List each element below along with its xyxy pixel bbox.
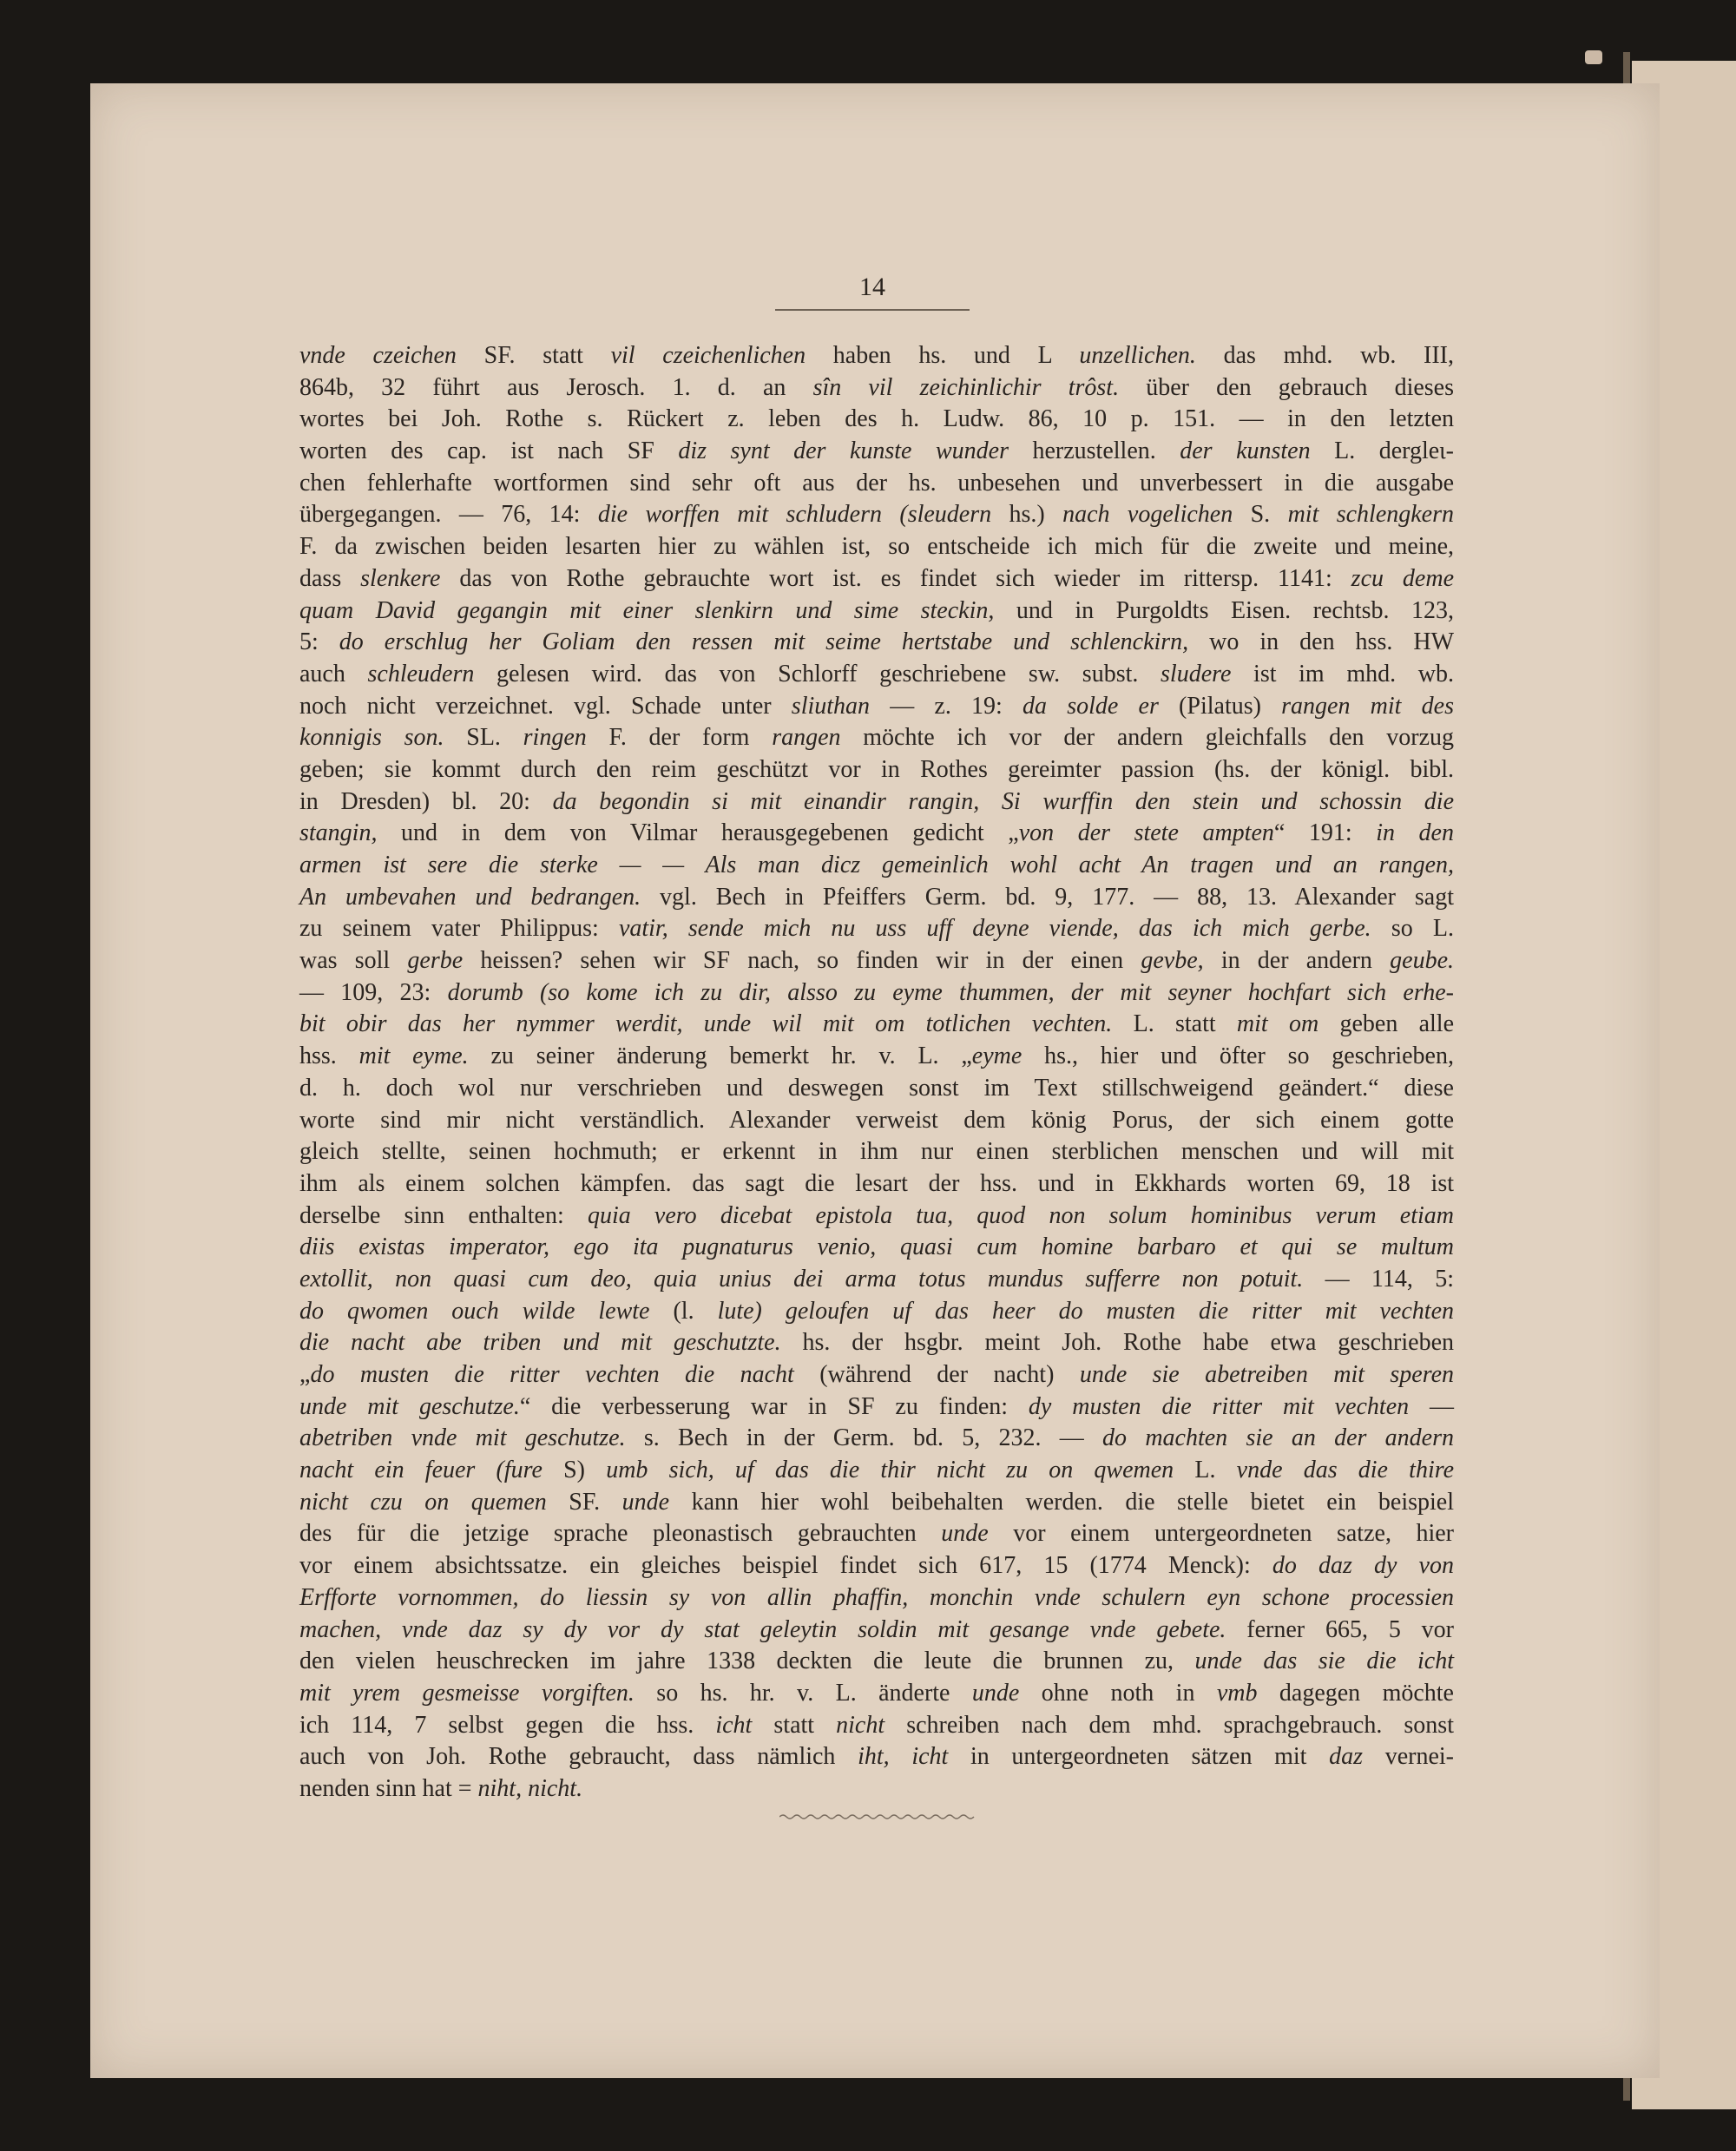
text-segment: SF. statt xyxy=(456,342,611,369)
text-segment: L. dergleι- xyxy=(1310,437,1455,465)
text-segment: — z. 19: xyxy=(870,692,1023,720)
page-number-rule xyxy=(775,309,970,311)
text-segment: worten des cap. ist nach SF xyxy=(299,437,679,465)
italic-segment: vnde czeichen xyxy=(299,342,457,369)
italic-segment: abetriben vnde mit geschutze. xyxy=(299,1424,626,1452)
text-segment: heissen? sehen wir SF nach, so finden wir in der einen xyxy=(463,947,1141,975)
text-segment: S) xyxy=(542,1457,607,1484)
text-segment: hs.) xyxy=(991,501,1063,529)
text-line xyxy=(299,1232,1454,1264)
text-segment: dass xyxy=(299,564,361,592)
italic-segment: nicht xyxy=(836,1711,885,1739)
text-line xyxy=(299,1710,1454,1742)
italic-segment: unde xyxy=(971,1679,1020,1707)
text-segment xyxy=(762,1298,786,1325)
text-segment: d. h. doch wol nur verschrieben und deswegen sonst im Text stillschweigend geändert.“ diese xyxy=(299,1074,1454,1102)
italic-segment: nach vogelichen xyxy=(1062,501,1233,529)
italic-segment: mit schlengkern xyxy=(1287,501,1455,529)
italic-segment: dy musten die ritter mit vechten xyxy=(1028,1392,1410,1420)
text-line xyxy=(299,1550,1454,1582)
text-segment: derselbe sinn enthalten: xyxy=(299,1201,588,1229)
text-line xyxy=(299,1296,1454,1328)
italic-segment: lute) xyxy=(717,1297,762,1325)
italic-segment: sîn vil zeichinlichir trôst. xyxy=(812,373,1120,401)
text-segment: vernei- xyxy=(1363,1743,1454,1771)
text-segment: ich 114, 7 selbst gegen die hss. xyxy=(299,1711,716,1739)
text-segment: dagegen möchte xyxy=(1257,1679,1454,1707)
italic-segment: vatir, sende mich nu uss uff deyne viende, das ich mich gerbe. xyxy=(618,915,1371,943)
text-line xyxy=(299,1423,1454,1455)
text-segment: worte sind mir nicht verständlich. Alexander verweist dem könig Porus, der sich einem gotte xyxy=(299,1106,1454,1134)
page-number: 14 xyxy=(859,273,885,301)
text-segment: den vielen heuschrecken im jahre 1338 deckten die leute die brunnen zu, xyxy=(299,1648,1195,1675)
text-segment: geben; sie kommt durch den reim geschützt vor in Rothes gereimter passion (hs. der königl. bibl. xyxy=(299,755,1454,783)
text-line xyxy=(299,691,1454,723)
text-segment: F. da zwischen beiden lesarten hier zu wählen ist, so entscheide ich mich für die zweite und meine, xyxy=(299,533,1454,561)
italic-segment: rangen xyxy=(772,724,841,752)
text-line xyxy=(299,1455,1454,1487)
text-segment: ist im mhd. wb. xyxy=(1231,660,1454,687)
text-segment: zu seinem vater Philippus: xyxy=(299,915,619,943)
italic-segment: dorumb (so kome ich zu dir, alsso zu eyme thummen, der mit seyner hochfart sich erhe- xyxy=(447,978,1454,1006)
text-segment: auch von Joh. Rothe gebraucht, dass nämlich xyxy=(299,1743,858,1771)
text-segment: F. der form xyxy=(586,724,773,752)
text-line xyxy=(299,786,1454,819)
italic-segment: mit eyme. xyxy=(358,1043,469,1070)
text-line xyxy=(299,1168,1454,1200)
italic-segment: mit om xyxy=(1236,1010,1319,1038)
italic-segment: da solde er xyxy=(1023,692,1159,720)
text-line xyxy=(299,1327,1454,1359)
text-line xyxy=(299,436,1454,468)
italic-segment: unde mit geschutze. xyxy=(299,1392,520,1420)
italic-segment: bit obir das her nymmer werdit, unde wil mit om totlichen vechten. xyxy=(299,1010,1113,1038)
text-line xyxy=(299,659,1454,691)
text-segment: hs., hier und öfter so geschrieben, xyxy=(1022,1043,1454,1070)
text-line xyxy=(299,372,1454,405)
end-ornament xyxy=(779,1812,976,1821)
text-segment: über den gebrauch dieses xyxy=(1119,373,1454,401)
text-line xyxy=(299,1359,1454,1391)
text-segment: herzustellen. xyxy=(1008,437,1180,465)
text-segment: chen fehlerhafte wortformen sind sehr oft aus der hs. unbesehen und unverbessert in die ausgabe xyxy=(299,469,1454,497)
text-line xyxy=(299,1391,1454,1424)
italic-segment: geube. xyxy=(1390,947,1454,975)
text-line xyxy=(299,913,1454,945)
italic-segment: gerbe xyxy=(407,947,464,975)
text-segment: des für die jetzige sprache pleonastisch gebrauchten xyxy=(299,1520,942,1548)
text-segment: in untergeordneten sätzen mit xyxy=(948,1743,1330,1771)
text-segment: das mhd. wb. III, xyxy=(1195,342,1454,369)
italic-segment: die nacht abe triben und mit geschutzte. xyxy=(299,1329,781,1357)
italic-segment: do erschlug her Goliam den ressen mit seime hertstabe und schlenckirn, xyxy=(339,628,1189,656)
text-segment: — xyxy=(1409,1392,1455,1420)
italic-segment: quam David gegangin mit einer slenkirn und sime steckin, xyxy=(299,596,995,624)
text-segment: “ 191: xyxy=(1273,819,1377,847)
italic-segment: mit yrem gesmeisse vorgiften. xyxy=(299,1679,635,1707)
text-segment: zu seiner änderung bemerkt hr. v. L. „ xyxy=(468,1043,972,1070)
italic-segment: umb sich, uf das die thir nicht zu on qwemen xyxy=(606,1457,1174,1484)
italic-segment: armen ist sere die sterke — — Als man dicz gemeinlich wohl acht An tragen und an rangen, xyxy=(299,852,1454,878)
italic-segment: diz synt der kunste wunder xyxy=(678,437,1009,465)
italic-segment: nacht ein feuer (fure xyxy=(299,1457,542,1484)
text-line xyxy=(299,1646,1454,1678)
text-segment: und in dem von Vilmar herausgegebenen gedicht „ xyxy=(377,819,1019,847)
italic-segment: do machten sie an der andern xyxy=(1102,1424,1455,1452)
text-segment: das von Rothe gebrauchte wort ist. es findet sich wieder im rittersp. 1141: xyxy=(440,564,1351,592)
text-line xyxy=(299,1136,1454,1168)
italic-segment: An umbevahen und bedrangen. xyxy=(299,883,641,911)
text-line xyxy=(299,1487,1454,1519)
italic-segment: do musten die ritter vechten die nacht xyxy=(310,1361,794,1388)
italic-segment: geloufen uf das heer do musten die ritter mit vechten xyxy=(785,1297,1454,1325)
text-segment: wortes bei Joh. Rothe s. Rückert z. leben des h. Ludw. 86, 10 p. 151. — in den letzten xyxy=(299,405,1454,433)
italic-segment: unde xyxy=(621,1488,670,1516)
italic-segment: in den xyxy=(1376,819,1454,847)
text-segment: s. Bech in der Germ. bd. 5, 232. — xyxy=(625,1424,1103,1452)
italic-segment: slenkere xyxy=(360,564,441,592)
text-segment: nenden sinn hat = xyxy=(299,1774,478,1802)
italic-segment: Erfforte vornommen, do liessin sy von allin phaffin, monchin vnde schulern eyn schone processien xyxy=(299,1583,1454,1611)
italic-segment: do qwomen ouch wilde lewte xyxy=(299,1297,650,1325)
text-line xyxy=(299,340,1454,372)
text-line xyxy=(299,1773,1454,1806)
text-segment: geben alle xyxy=(1318,1010,1455,1038)
italic-segment: daz xyxy=(1329,1743,1364,1771)
italic-segment: schleudern xyxy=(367,660,475,687)
text-segment: vgl. Bech in Pfeiffers Germ. bd. 9, 177. — 88, 13. Alexander sagt xyxy=(641,883,1454,911)
text-segment: hss. xyxy=(299,1043,359,1070)
text-segment: SL. xyxy=(444,724,523,752)
italic-segment: ringen xyxy=(523,724,587,752)
text-segment: (während der nacht) xyxy=(793,1361,1080,1388)
text-segment: wo in den hss. HW xyxy=(1188,628,1454,656)
text-segment: vor einem absichtssatze. ein gleiches beispiel findet sich 617, 15 (1774 Menck): xyxy=(299,1552,1272,1580)
text-line xyxy=(299,563,1454,595)
italic-segment: zcu deme xyxy=(1351,564,1454,592)
text-segment: auch xyxy=(299,660,368,687)
text-line xyxy=(299,977,1454,1010)
italic-segment: unde sie abetreiben mit speren xyxy=(1079,1361,1455,1388)
text-segment: noch nicht verzeichnet. vgl. Schade unter xyxy=(299,692,792,720)
text-segment: 5: xyxy=(299,628,339,656)
italic-segment: sludere xyxy=(1161,660,1232,687)
text-segment: statt xyxy=(752,1711,837,1739)
italic-segment: machen, vnde daz sy dy vor dy stat geleytin soldin mit gesange vnde gebete. xyxy=(299,1615,1226,1643)
italic-segment: da begondin si mit einandir rangin, Si wurffin den stein und schossin die xyxy=(552,787,1454,815)
text-segment: gelesen wird. das von Schlorff geschriebene sw. subst. xyxy=(474,660,1161,687)
text-segment: kann hier wohl beibehalten werden. die stelle bietet ein beispiel xyxy=(669,1488,1455,1516)
text-segment: hs. der hsgbr. meint Joh. Rothe habe etwa geschrieben xyxy=(780,1329,1455,1357)
text-segment: (l. xyxy=(649,1297,718,1325)
italic-segment: konnigis son. xyxy=(299,724,444,752)
italic-segment: rangen mit des xyxy=(1281,692,1454,720)
text-line xyxy=(299,499,1454,531)
italic-segment: unde xyxy=(941,1520,989,1548)
italic-segment: extollit, non quasi cum deo, quia unius dei arma totus mundus sufferre non potuit. xyxy=(299,1265,1304,1293)
body-text xyxy=(299,340,1454,1806)
text-line xyxy=(299,1678,1454,1710)
text-segment: übergegangen. — 76, 14: xyxy=(299,501,598,529)
text-segment: möchte ich vor der andern gleichfalls den vorzug xyxy=(840,724,1455,752)
text-segment: in der andern xyxy=(1203,947,1391,975)
text-segment: 864b, 32 führt aus Jerosch. 1. d. an xyxy=(299,373,813,401)
italic-segment: icht xyxy=(715,1711,753,1739)
text-line xyxy=(299,595,1454,628)
text-segment: L. xyxy=(1174,1457,1237,1484)
italic-segment: vmb xyxy=(1216,1679,1258,1707)
italic-segment: eyme xyxy=(971,1043,1023,1070)
text-line xyxy=(299,531,1454,563)
text-line xyxy=(299,1200,1454,1233)
text-segment: so hs. hr. v. L. änderte xyxy=(634,1679,972,1707)
text-segment: so L. xyxy=(1371,915,1454,943)
text-segment: schreiben nach dem mhd. sprachgebrauch. sonst xyxy=(884,1711,1454,1739)
text-segment: was soll xyxy=(299,947,408,975)
text-segment: — 114, 5: xyxy=(1303,1265,1454,1293)
italic-segment: von der stete ampten xyxy=(1018,819,1274,847)
italic-segment: do daz dy von xyxy=(1272,1552,1454,1580)
text-line xyxy=(299,818,1454,850)
text-line xyxy=(299,1582,1454,1615)
text-line xyxy=(299,627,1454,659)
text-line xyxy=(299,1264,1454,1296)
italic-segment: stangin, xyxy=(299,819,378,847)
text-line xyxy=(299,404,1454,436)
text-segment: haben hs. und L xyxy=(806,342,1080,369)
text-line xyxy=(299,1073,1454,1105)
text-segment: “ die verbesserung war in SF zu finden: xyxy=(519,1392,1029,1420)
text-segment: ihm als einem solchen kämpfen. das sagt die lesart der hss. und in Ekkhards worten 69, 18 ist xyxy=(299,1169,1454,1197)
text-segment: gleich stellte, seinen hochmuth; er erkennt in ihm nur einen sterblichen menschen und will mit xyxy=(299,1138,1454,1166)
italic-segment: gevbe, xyxy=(1141,947,1204,975)
text-segment: in Dresden) bl. 20: xyxy=(299,787,553,815)
text-line xyxy=(299,882,1454,914)
italic-segment: unde das sie die icht xyxy=(1194,1648,1454,1675)
text-line xyxy=(299,468,1454,500)
text-line xyxy=(299,850,1454,882)
italic-segment: diis existas imperator, ego ita pugnaturus venio, quasi cum homine barbaro et qui se multum xyxy=(299,1233,1454,1261)
italic-segment: niht, nicht. xyxy=(477,1774,583,1802)
text-line xyxy=(299,722,1454,754)
text-line xyxy=(299,754,1454,786)
text-segment: und in Purgoldts Eisen. rechtsb. 123, xyxy=(994,596,1455,624)
page-corner-mark xyxy=(1585,50,1602,64)
text-segment: ferner 665, 5 vor xyxy=(1226,1615,1455,1643)
italic-segment: vnde das die thire xyxy=(1236,1457,1455,1484)
italic-segment: quia vero dicebat epistola tua, quod non solum hominibus verum etiam xyxy=(587,1201,1454,1229)
text-segment: „ xyxy=(299,1361,311,1388)
italic-segment: vil czeichenlichen xyxy=(610,342,806,369)
text-line xyxy=(299,1741,1454,1773)
text-segment: — 109, 23: xyxy=(299,978,448,1006)
italic-segment: der kunsten xyxy=(1180,437,1311,465)
text-segment: S. xyxy=(1233,501,1288,529)
text-line xyxy=(299,1518,1454,1550)
italic-segment: iht, icht xyxy=(858,1743,949,1771)
text-segment: SF. xyxy=(546,1488,622,1516)
text-line xyxy=(299,1105,1454,1137)
text-line xyxy=(299,1615,1454,1647)
text-segment: (Pilatus) xyxy=(1158,692,1282,720)
text-line xyxy=(299,945,1454,977)
text-segment: vor einem untergeordneten satze, hier xyxy=(988,1520,1454,1548)
italic-segment: die worffen mit schludern (sleudern xyxy=(597,501,992,529)
text-segment: ohne noth in xyxy=(1019,1679,1217,1707)
italic-segment: sliuthan xyxy=(791,692,871,720)
text-segment: L. statt xyxy=(1112,1010,1237,1038)
italic-segment: nicht czu on quemen xyxy=(299,1488,547,1516)
italic-segment: unzellichen. xyxy=(1079,342,1196,369)
text-line xyxy=(299,1041,1454,1073)
text-line xyxy=(299,1009,1454,1041)
